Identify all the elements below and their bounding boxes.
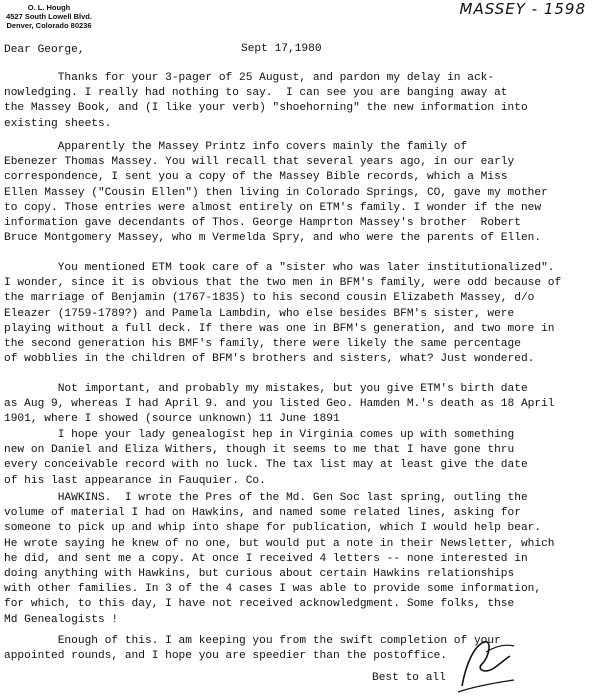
text-line: the second generation his BMF's family, there were likely the same percentage (4, 338, 521, 351)
text-line: of his last appearance in Fauquier. Co. (4, 474, 266, 487)
text-line: appointed rounds, and I hope you are speedier than the postoffice. (4, 650, 448, 663)
text-line: he did, and sent me a copy. At once I received 4 letters -- none interested in (4, 552, 528, 565)
closing: Best to all (372, 672, 446, 684)
handwritten-signature (456, 634, 516, 694)
text-line: Bruce Montgomery Massey, who m Vermelda Spry, and who were the parents of Ellen. (4, 232, 542, 245)
text-line: every conceivable record with no luck. The tax list may at least give the date (4, 459, 528, 472)
text-line: You mentioned ETM took care of a "sister who was later institutionalized". (4, 262, 555, 274)
text-line: Thanks for your 3-pager of 25 August, and pardon my delay in ack- (4, 72, 495, 84)
sender-name: O. L. Hough (27, 3, 71, 12)
text-line: existing sheets. (4, 117, 112, 130)
text-line: Ellen Massey ("Cousin Ellen") then living in Colorado Springs, CO, gave my mother (4, 186, 548, 199)
text-line: Md Genealogists ! (4, 613, 119, 626)
paragraph (4, 382, 596, 428)
text-line: Eleazer (1759-1789?) and Pamela Lambdin, who else besides BFM's sister, were (4, 307, 515, 320)
text-line: correspondence, I sent you a copy of the Massey Bible records, which a Miss (4, 171, 508, 184)
text-line: the marriage of Benjamin (1767-1835) to his second cousin Elizabeth Massey, d/o (4, 292, 535, 305)
text-line: I hope your lady genealogist hep in Virginia comes up with something (4, 429, 515, 441)
text-line: Enough of this. I am keeping you from the swift completion of your (4, 635, 501, 647)
paragraph (4, 261, 596, 367)
letter-date: Sept 17,1980 (241, 43, 322, 55)
text-line: someone to pick up and whip into shape for publication, which I would help bear. (4, 522, 542, 535)
text-line: HAWKINS. I wrote the Pres of the Md. Gen Soc last spring, outling the (4, 492, 528, 504)
sender-city: Denver, Colorado 80236 (6, 21, 92, 30)
text-line: He wrote saying he knew of no one, but would put a note in their Newsletter, which (4, 537, 555, 550)
text-line: for which, to this day, I have not received acknowledgment. Some folks, thse (4, 598, 515, 611)
paragraph (4, 491, 596, 628)
letterhead (6, 3, 92, 30)
sender-street: 4527 South Lowell Blvd. (6, 12, 92, 21)
text-line: volume of material I had on Hawkins, and named some related lines, asking for (4, 507, 521, 520)
file-mark: MASSEY - 1598 (459, 0, 586, 18)
text-line: Ebenezer Thomas Massey. You will recall that several years ago, in our early (4, 156, 515, 169)
text-line: new on Daniel and Eliza Withers, though it seems to me that I have gone thru (4, 444, 515, 457)
paragraph (4, 71, 596, 132)
text-line: as Aug 9, whereas I had April 9. and you listed Geo. Hamden M.'s death as 18 April (4, 398, 555, 411)
paragraph (4, 428, 596, 489)
text-line: doing anything with Hawkins, but curious about certain Hawkins relationships (4, 568, 515, 581)
text-line: with other families. In 3 of the 4 cases I was able to provide some information, (4, 583, 542, 596)
text-line: to copy. Those entries were almost entirely on ETM's family. I wonder if the new (4, 201, 542, 214)
text-line: I wonder, since it is obvious that the two men in BFM's family, were odd because of (4, 277, 562, 290)
greeting: Dear George, (4, 44, 85, 56)
text-line: information gave decendants of Thos. George Hamprton Massey's brother Robert (4, 217, 521, 230)
text-line: 1901, where I showed (source unknown) 11 June 1891 (4, 413, 340, 426)
text-line: the Massey Book, and (I like your verb) "shoehorning" the new information into (4, 102, 528, 115)
text-line: nowledging. I really had nothing to say. I can see you are banging away at (4, 87, 508, 100)
text-line: Apparently the Massey Printz info covers mainly the family of (4, 141, 468, 153)
text-line: of wobblies in the children of BFM's brothers and sisters, what? Just wondered. (4, 353, 535, 366)
paragraph (4, 140, 596, 246)
text-line: playing without a full deck. If there was one in BFM's generation, and two more in (4, 322, 555, 335)
text-line: Not important, and probably my mistakes, but you give ETM's birth date (4, 383, 528, 395)
